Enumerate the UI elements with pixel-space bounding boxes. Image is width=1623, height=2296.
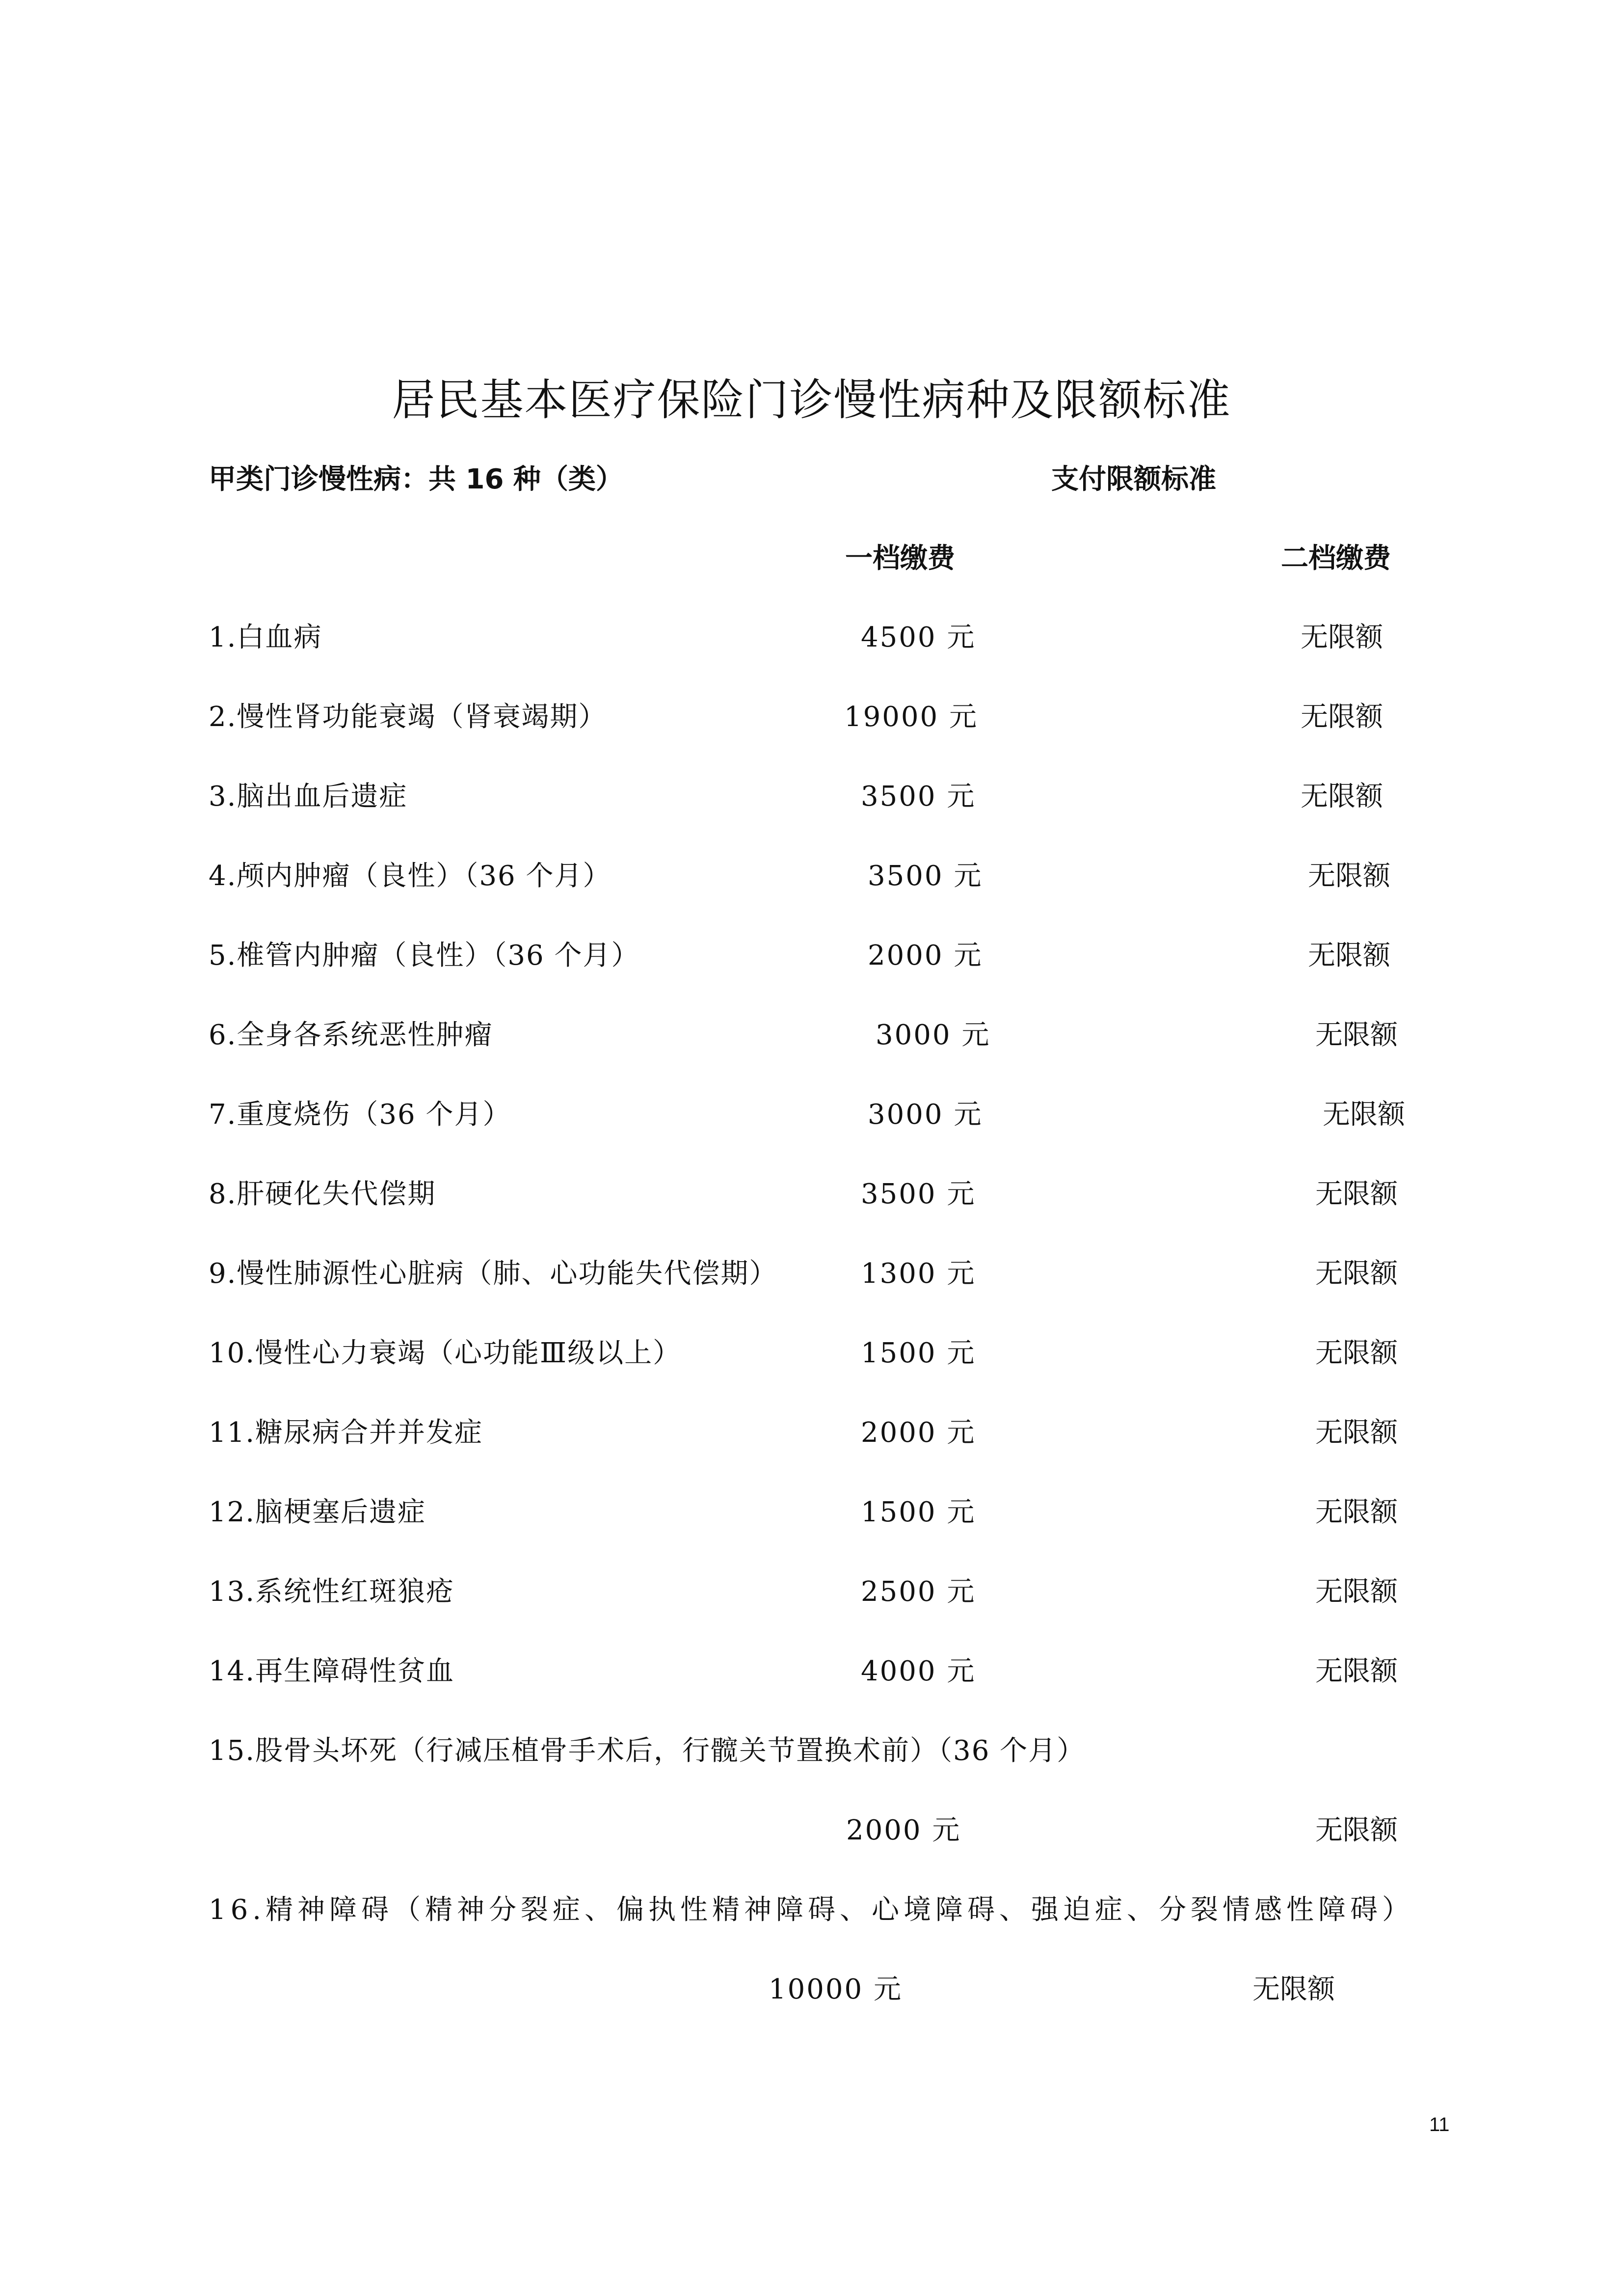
tier2-limit: 无限额 <box>1315 1814 1398 1846</box>
tier1-limit: 3500 元 <box>861 1178 976 1210</box>
disease-name: 13.系统性红斑狼疮 <box>209 1576 455 1608</box>
disease-name: 8.肝硬化失代偿期 <box>209 1178 436 1210</box>
tier1-limit: 4000 元 <box>861 1655 976 1687</box>
disease-name: 1.白血病 <box>209 621 322 653</box>
tier1-limit: 2000 元 <box>868 940 983 972</box>
tier2-limit: 无限额 <box>1315 1258 1398 1290</box>
tier2-limit: 无限额 <box>1315 1178 1398 1210</box>
tier1-limit: 1500 元 <box>861 1337 976 1369</box>
page-number: 11 <box>1429 2114 1450 2135</box>
tier1-limit: 2000 元 <box>846 1814 961 1846</box>
tier2-limit: 无限额 <box>1315 1576 1398 1608</box>
tier1-limit: 3000 元 <box>868 1099 983 1131</box>
disease-name: 15.股骨头坏死（行减压植骨手术后，行髋关节置换术前）（36 个月） <box>209 1735 1086 1767</box>
tier2-limit: 无限额 <box>1301 621 1383 653</box>
disease-name: 6.全身各系统恶性肿瘤 <box>209 1019 493 1051</box>
tier2-limit: 无限额 <box>1315 1019 1398 1051</box>
tier1-limit: 3500 元 <box>861 781 976 812</box>
tier1-limit: 10000 元 <box>769 1973 903 2005</box>
tier1-limit: 2500 元 <box>861 1576 976 1608</box>
page-title: 居民基本医疗保险门诊慢性病种及限额标准 <box>392 375 1231 425</box>
tier1-limit: 1300 元 <box>861 1258 976 1290</box>
disease-name: 16.精神障碍（精神分裂症、偏执性精神障碍、心境障碍、强迫症、分裂情感性障碍） <box>209 1894 1414 1926</box>
disease-name: 5.椎管内肿瘤（良性）（36 个月） <box>209 940 640 972</box>
tier2-limit: 无限额 <box>1315 1655 1398 1687</box>
disease-name: 14.再生障碍性贫血 <box>209 1655 455 1687</box>
tier1-limit: 3000 元 <box>876 1019 991 1051</box>
tier2-limit: 无限额 <box>1323 1099 1405 1131</box>
tier1-limit: 4500 元 <box>861 621 976 653</box>
disease-name: 12.脑梗塞后遗症 <box>209 1496 426 1528</box>
disease-name: 2.慢性肾功能衰竭（肾衰竭期） <box>209 701 607 733</box>
disease-name: 7.重度烧伤（36 个月） <box>209 1099 511 1131</box>
tier1-limit: 19000 元 <box>844 701 978 733</box>
tier1-column-header: 一档缴费 <box>845 542 955 574</box>
tier1-limit: 1500 元 <box>861 1496 976 1528</box>
tier1-limit: 2000 元 <box>861 1417 976 1449</box>
disease-name: 11.糖尿病合并并发症 <box>209 1417 483 1449</box>
tier2-column-header: 二档缴费 <box>1281 542 1391 574</box>
tier2-limit: 无限额 <box>1301 701 1383 733</box>
disease-name: 3.脑出血后遗症 <box>209 781 408 812</box>
tier2-limit: 无限额 <box>1301 781 1383 812</box>
tier2-limit: 无限额 <box>1252 1973 1335 2005</box>
disease-name: 4.颅内肿瘤（良性）（36 个月） <box>209 860 612 892</box>
tier1-limit: 3500 元 <box>868 860 983 892</box>
tier2-limit: 无限额 <box>1308 860 1390 892</box>
tier2-limit: 无限额 <box>1315 1337 1398 1369</box>
tier2-limit: 无限额 <box>1315 1496 1398 1528</box>
category-label: 甲类门诊慢性病：共 16 种（类） <box>209 463 623 495</box>
payment-limit-header: 支付限额标准 <box>1051 463 1216 495</box>
tier2-limit: 无限额 <box>1315 1417 1398 1449</box>
disease-name: 10.慢性心力衰竭（心功能Ⅲ级以上） <box>209 1337 682 1369</box>
disease-name: 9.慢性肺源性心脏病（肺、心功能失代偿期） <box>209 1258 778 1290</box>
tier2-limit: 无限额 <box>1308 940 1390 972</box>
